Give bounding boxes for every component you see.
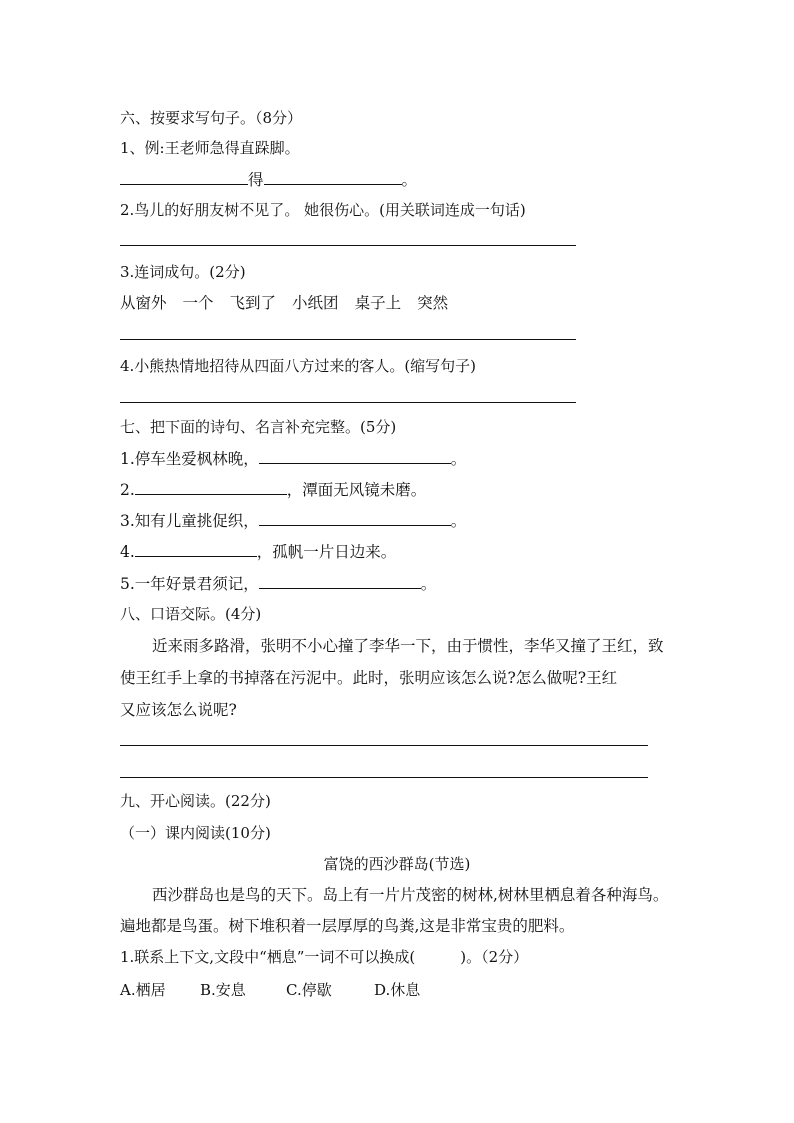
- poem-line-2: [120, 480, 426, 500]
- poem-punct: 。: [450, 512, 467, 530]
- poem-line-3: [120, 511, 466, 531]
- question-6-2-label: 2.鸟儿的好朋友树不见了。 她很伤心。(用关联词连成一句话): [120, 201, 526, 219]
- poem-text: ，孤帆一片日边来。: [256, 543, 397, 561]
- passage-line: 遍地都是鸟蛋。树下堆积着一层厚厚的鸟粪,这是非常宝贵的肥料。: [120, 917, 575, 935]
- answer-blank[interactable]: [120, 170, 248, 185]
- section-9-heading: 九、开心阅读。(22分): [120, 792, 271, 810]
- word-item: 小纸团: [292, 294, 339, 312]
- question-6-1-label: 1、例:王老师急得直跺脚。: [120, 139, 300, 157]
- question-9-1: 1.联系上下文,文段中“栖息”一词不可以换成( )。（2分）: [120, 948, 529, 966]
- poem-punct: 。: [420, 575, 437, 593]
- section-7-heading: 七、把下面的诗句、名言补充完整。(5分): [120, 418, 397, 436]
- answer-blank[interactable]: [259, 449, 451, 464]
- answer-blank[interactable]: [264, 170, 402, 185]
- poem-number: 2.: [120, 481, 135, 499]
- question-6-1-answer-line: [120, 170, 417, 190]
- answer-line[interactable]: [120, 339, 576, 340]
- question-6-3-label: 3.连词成句。(2分): [120, 263, 246, 281]
- answer-end-punct: 。: [401, 171, 418, 189]
- word-item: 一个: [182, 294, 214, 312]
- option-a[interactable]: A.栖居: [120, 981, 166, 999]
- paragraph-line: 近来雨多路滑，张明不小心撞了李华一下，由于惯性，李华又撞了王红，致: [152, 637, 664, 655]
- option-d[interactable]: D.休息: [374, 981, 421, 999]
- answer-line[interactable]: [120, 402, 576, 403]
- option-b[interactable]: B.安息: [200, 981, 246, 999]
- poem-text: 5.一年好景君须记，: [120, 575, 259, 593]
- answer-line[interactable]: [120, 777, 648, 778]
- word-item: 突然: [417, 294, 449, 312]
- choice-options: [120, 980, 420, 1000]
- poem-line-4: [120, 542, 396, 562]
- word-item: 飞到了: [229, 294, 277, 312]
- answer-mid-text: 得: [248, 171, 264, 189]
- answer-blank[interactable]: [259, 511, 451, 526]
- poem-text: 1.停车坐爱枫林晚，: [120, 450, 259, 468]
- question-6-4-label: 4.小熊热情地招待从四面八方过来的客人。(缩写句子): [120, 357, 477, 375]
- poem-punct: 。: [450, 450, 467, 468]
- section-6-heading: 六、按要求写句子。（8分）: [120, 109, 303, 127]
- answer-blank[interactable]: [259, 574, 421, 589]
- poem-text: 3.知有儿童挑促织，: [120, 512, 259, 530]
- paragraph-line: 又应该怎么说呢?: [120, 701, 237, 719]
- poem-number: 4.: [120, 543, 135, 561]
- answer-blank[interactable]: [135, 542, 257, 557]
- subsection-heading: （一）课内阅读(10分): [120, 824, 271, 842]
- passage-line: 西沙群岛也是鸟的天下。岛上有一片片茂密的树林,树林里栖息着各种海鸟。: [152, 886, 669, 904]
- word-item: 桌子上: [354, 294, 402, 312]
- word-item: 从窗外: [120, 294, 167, 312]
- answer-line[interactable]: [120, 745, 648, 746]
- option-c[interactable]: C.停歇: [286, 981, 332, 999]
- poem-line-5: [120, 574, 436, 594]
- poem-line-1: [120, 449, 466, 469]
- poem-text: ，潭面无风镜未磨。: [286, 481, 427, 499]
- passage-title: 富饶的西沙群岛(节选): [323, 855, 471, 873]
- word-list: [120, 293, 464, 313]
- section-8-heading: 八、口语交际。(4分): [120, 605, 262, 623]
- paragraph-line: 使王红手上拿的书掉落在污泥中。此时，张明应该怎么说?怎么做呢?王红: [120, 669, 618, 687]
- answer-line[interactable]: [120, 245, 576, 246]
- answer-blank[interactable]: [135, 480, 287, 495]
